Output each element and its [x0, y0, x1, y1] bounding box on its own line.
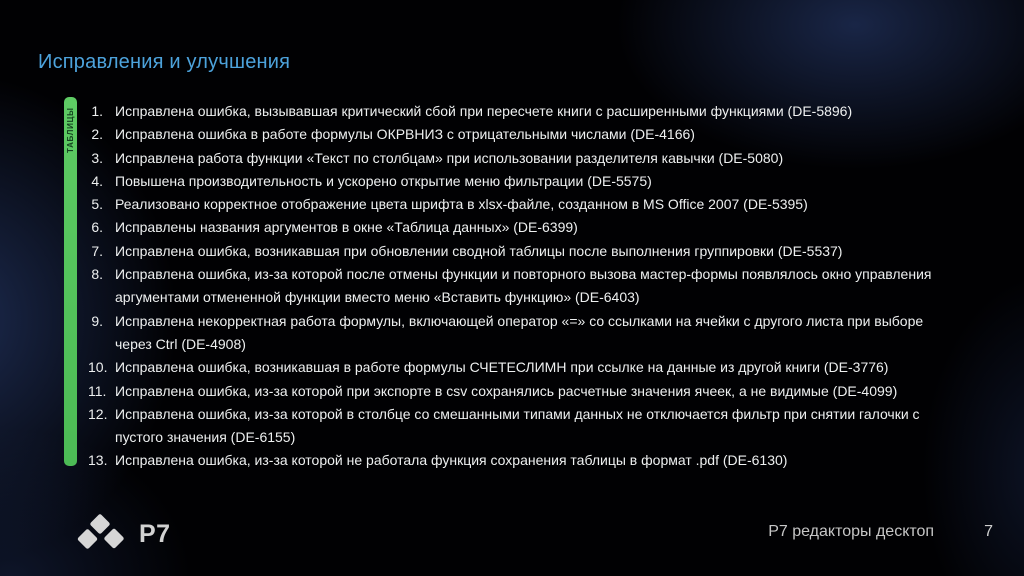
list-item-text: Исправлена ошибка, возникавшая в работе формулы СЧЕТЕСЛИМН при ссылке на данные из другой книги (DE-3776)	[115, 359, 889, 376]
list-item-number: 6.	[91, 219, 103, 236]
list-item	[88, 170, 933, 193]
list-item-number: 10.	[88, 359, 108, 376]
list-item-number: 11.	[88, 382, 107, 399]
list-item-number: 1.	[91, 103, 103, 119]
list-item-text: Реализовано корректное отображение цвета шрифта в xlsx-файле, созданном в MS Office 2007 (DE-5395)	[115, 196, 808, 213]
list-item-text: Повышена производительность и ускорено открытие меню фильтрации (DE-5575)	[115, 172, 652, 189]
page-number: 7	[984, 523, 993, 540]
list-item-text: Исправлена ошибка в работе формулы ОКРВНИЗ с отрицательными числами (DE-4166)	[115, 126, 695, 143]
list-item-number: 8.	[91, 266, 103, 283]
slide-title: Исправления и улучшения	[38, 51, 291, 73]
footer	[768, 523, 993, 541]
fixes-list	[88, 100, 933, 473]
list-item-text: Исправлена некорректная работа формулы, включающей оператор «=» со ссылками на ячейки с другого листа при выборе через Ctrl (DE-4908)	[115, 312, 924, 352]
list-item-number: 13.	[88, 452, 108, 469]
list-item-text: Исправлена ошибка, из-за которой при экспорте в csv сохранялись расчетные значения ячеек, а не видимые (DE-4099)	[115, 382, 898, 399]
list-item	[88, 263, 933, 310]
list-item-text: Исправлена ошибка, из-за которой не работала функция сохранения таблицы в формат .pdf (DE-6130)	[115, 452, 788, 469]
footer-product-label: Р7 редакторы десктоп	[768, 523, 935, 540]
list-item-text: Исправлена ошибка, из-за которой в столбце со смешанными типами данных не отключается фильтр при снятии галочки с пустого значения (DE-6155)	[115, 405, 920, 446]
list-item	[88, 310, 933, 357]
list-item-number: 2.	[91, 126, 103, 143]
list-item-number: 9.	[91, 312, 103, 329]
list-item	[88, 216, 933, 239]
list-item	[88, 193, 933, 216]
r7-logo-icon	[76, 511, 136, 559]
list-item	[88, 449, 933, 472]
list-item-number: 4.	[91, 172, 103, 189]
list-item-number: 12.	[88, 405, 108, 422]
list-item-text: Исправлена ошибка, из-за которой после отмены функции и повторного вызова мастер-формы появлялось окно управления аргументами отмененной функции вместо меню «Вставить функцию» (DE-6403)	[115, 266, 932, 306]
category-label: ТАБЛИЦЫ	[66, 107, 75, 153]
list-item	[88, 147, 933, 170]
list-item	[88, 123, 933, 146]
list-item	[88, 240, 933, 263]
list-item-number: 5.	[91, 196, 103, 213]
list-item-number: 7.	[91, 242, 103, 259]
list-item-number: 3.	[91, 149, 103, 166]
list-item-text: Исправлена ошибка, возникавшая при обновлении сводной таблицы после выполнения группировки (DE-5537)	[115, 242, 843, 259]
list-item	[88, 380, 933, 403]
list-item	[88, 356, 933, 379]
logo-text: Р7	[139, 520, 171, 548]
list-item-text: Исправлена ошибка, вызывавшая критический сбой при пересчете книги с расширенными функциями (DE-5896)	[115, 103, 853, 119]
list-item	[88, 100, 933, 123]
list-item-text: Исправлены названия аргументов в окне «Таблица данных» (DE-6399)	[115, 219, 578, 236]
list-item-text: Исправлена работа функции «Текст по столбцам» при использовании разделителя кавычки (DE-5080)	[115, 149, 784, 166]
list-item	[88, 403, 933, 450]
